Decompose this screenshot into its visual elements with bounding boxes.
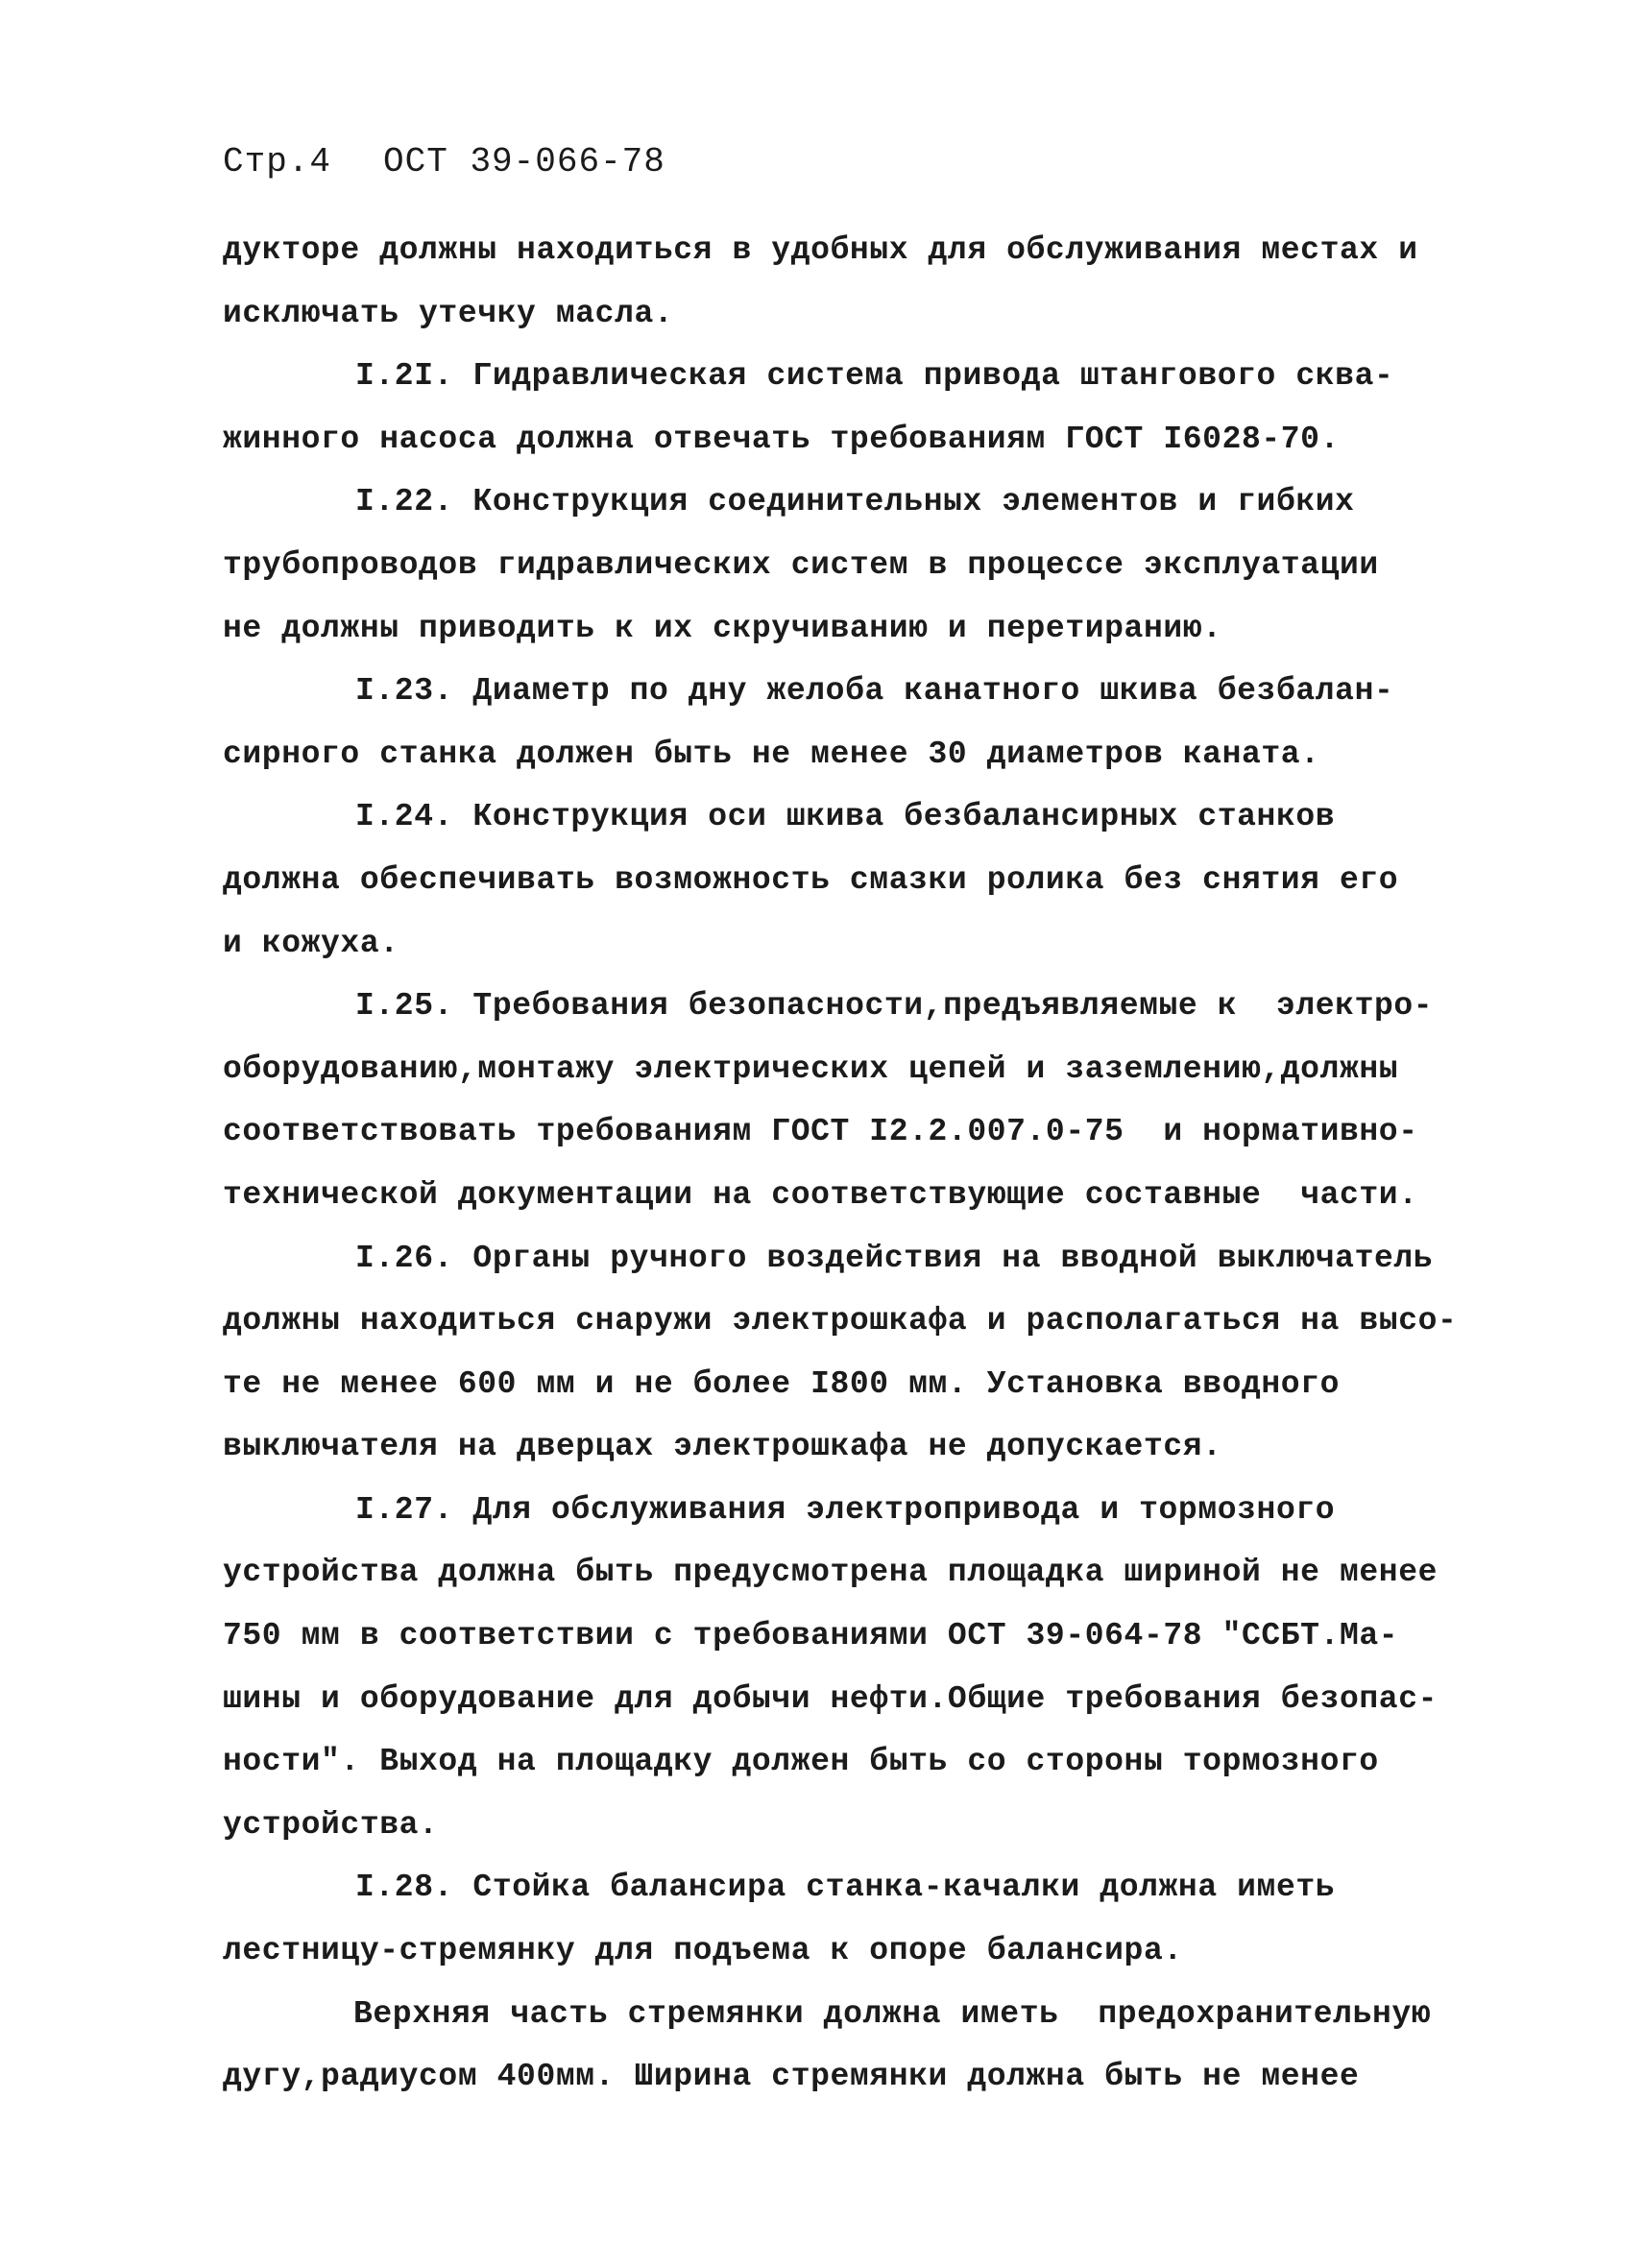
text-line: оборудованию,монтажу электрических цепей и заземлению,должны	[223, 1050, 1399, 1087]
text-line: должны находиться снаружи электрошкафа и располагаться на высо-	[223, 1303, 1458, 1339]
text-line: должна обеспечивать возможность смазки ролика без снятия его	[223, 861, 1399, 898]
page-header	[223, 142, 665, 181]
clause-1-21: I.2I. Гидравлическая система привода штангового сква-	[355, 358, 1394, 395]
text-line: исключать утечку масла.	[223, 295, 674, 331]
clause-1-28: I.28. Стойка балансира станка-качалки должна иметь	[355, 1870, 1336, 1906]
text-line: соответствовать требованиям ГОСТ I2.2.007.0-75 и нормативно-	[223, 1114, 1418, 1150]
text-line: технической документации на соответствующие составные части.	[223, 1176, 1418, 1213]
clause-1-27: I.27. Для обслуживания электропривода и тормозного	[355, 1491, 1336, 1528]
text-line: жинного насоса должна отвечать требованиям ГОСТ I6028-70.	[223, 421, 1340, 457]
text-line: дугу,радиусом 400мм. Ширина стремянки должна быть не менее	[223, 2059, 1360, 2095]
text-line: 750 мм в соответствии с требованиями ОСТ 39-064-78 "ССБТ.Ма-	[223, 1618, 1399, 1654]
text-line: Верхняя часть стремянки должна иметь предохранительную	[353, 1995, 1432, 2032]
text-line: трубопроводов гидравлических систем в процессе эксплуатации	[223, 546, 1379, 583]
text-line: устройства должна быть предусмотрена площадка шириной не менее	[223, 1555, 1438, 1591]
body-text	[223, 219, 1471, 2109]
text-line: устройства.	[223, 1806, 439, 1843]
text-line: и кожуха.	[223, 925, 399, 961]
clause-1-23: I.23. Диаметр по дну желоба канатного шкива безбалан-	[355, 673, 1394, 710]
clause-1-22: I.22. Конструкция соединительных элементов и гибких	[355, 484, 1355, 520]
text-line: не должны приводить к их скручиванию и перетиранию.	[223, 610, 1222, 646]
page-number: Стр.4	[223, 142, 332, 181]
standard-code: ОСТ 39-066-78	[383, 142, 665, 181]
text-line: лестницу-стремянку для подъема к опоре балансира.	[223, 1933, 1183, 1969]
text-line: дукторе должны находиться в удобных для обслуживания местах и	[223, 232, 1418, 268]
text-line: ности". Выход на площадку должен быть со стороны тормозного	[223, 1744, 1379, 1780]
clause-1-26: I.26. Органы ручного воздействия на вводной выключатель	[355, 1240, 1434, 1276]
text-line: сирного станка должен быть не менее 30 диаметров каната.	[223, 736, 1320, 772]
clause-1-25: I.25. Требования безопасности,предъявляемые к электро-	[355, 988, 1434, 1025]
text-line: шины и оборудование для добычи нефти.Общие требования безопас-	[223, 1680, 1438, 1717]
text-line: выключателя на дверцах электрошкафа не допускается.	[223, 1429, 1222, 1465]
text-line: те не менее 600 мм и не более I800 мм. Установка вводного	[223, 1365, 1340, 1402]
clause-1-24: I.24. Конструкция оси шкива безбалансирных станков	[355, 799, 1336, 835]
